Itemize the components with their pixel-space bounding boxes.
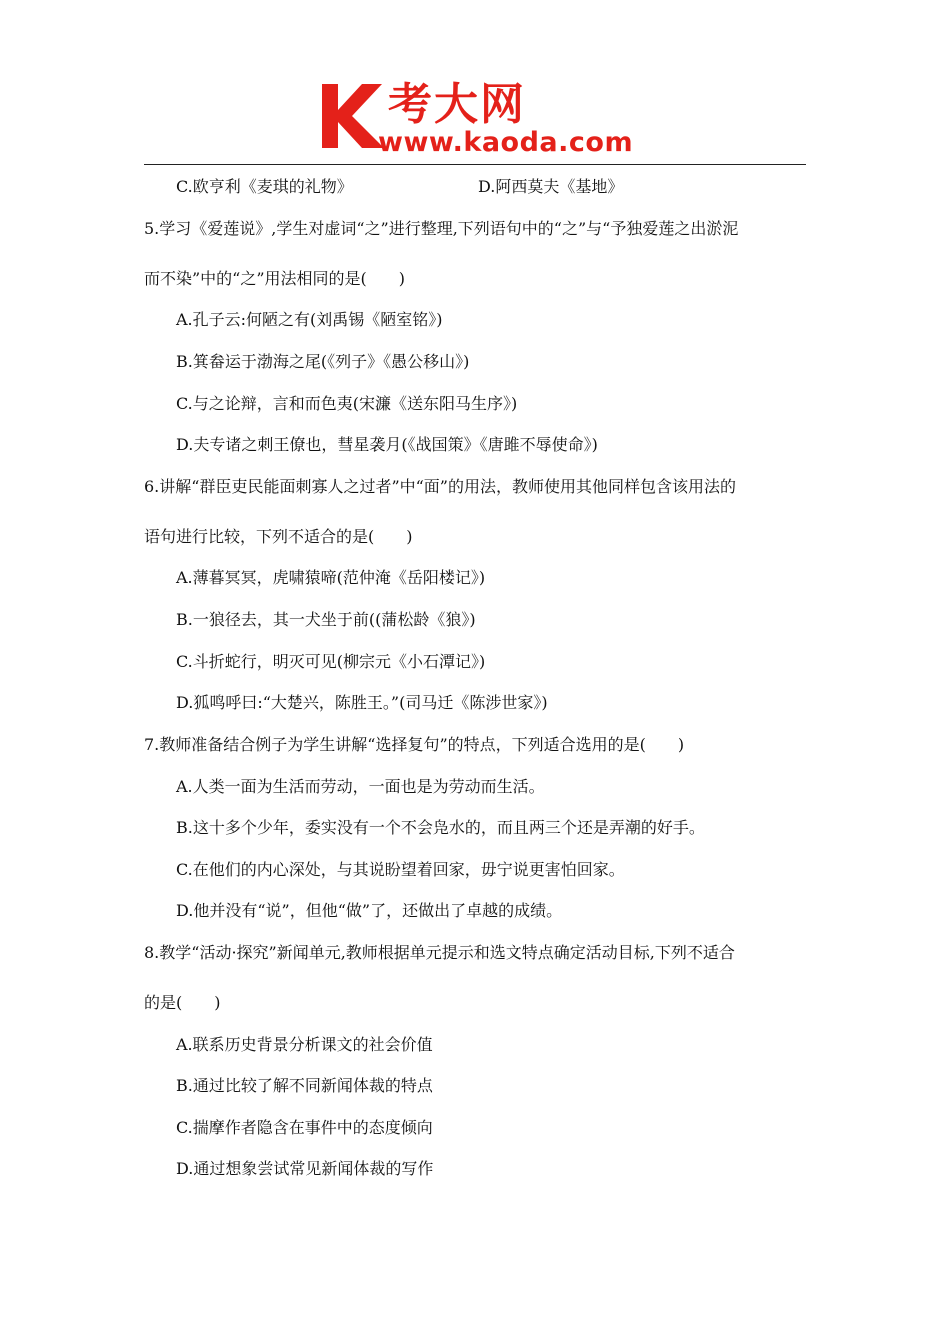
q8-stem-line1: 8.教学“活动·探究”新闻单元,教师根据单元提示和选文特点确定活动目标,下列不适合 [144,943,735,962]
q5-option-c: C.与之论辩，言和而色夷(宋濂《送东阳马生序》) [176,394,518,413]
q8-option-d: D.通过想象尝试常见新闻体裁的写作 [176,1159,434,1178]
q7-option-d: D.他并没有“说”，但他“做”了，还做出了卓越的成绩。 [176,901,563,920]
q8-option-b: B.通过比较了解不同新闻体裁的特点 [176,1076,433,1095]
q8-option-a: A.联系历史背景分析课文的社会价值 [176,1035,433,1054]
q6-option-d: D.狐鸣呼曰:“大楚兴，陈胜王。”(司马迁《陈涉世家》) [176,693,548,712]
header-divider [144,164,806,165]
q7-option-c: C.在他们的内心深处，与其说盼望着回家，毋宁说更害怕回家。 [176,860,625,879]
q6-option-a: A.薄暮冥冥，虎啸猿啼(范仲淹《岳阳楼记》) [176,568,486,587]
q7-option-a: A.人类一面为生活而劳动，一面也是为劳动而生活。 [176,777,545,796]
logo-url-text: www.kaoda.com [378,127,634,158]
kaoda-logo [318,78,648,162]
q5-stem-line1: 5.学习《爱莲说》,学生对虚词“之”进行整理,下列语句中的“之”与“予独爱莲之出淤泥 [144,219,739,238]
q5-option-b: B.箕畚运于渤海之尾(《列子》《愚公移山》) [176,352,470,371]
q6-option-b: B.一狼径去，其一犬坐于前((蒲松龄《狼》) [176,610,476,629]
q4-option-d: D.阿西莫夫《基地》 [478,177,624,196]
q5-option-d: D.夫专诸之刺王僚也，彗星袭月(《战国策》《唐雎不辱使命》) [176,435,598,454]
q7-stem: 7.教师准备结合例子为学生讲解“选择复句”的特点，下列适合选用的是( ) [144,735,685,754]
q6-option-c: C.斗折蛇行，明灭可见(柳宗元《小石潭记》) [176,652,486,671]
q5-option-a: A.孔子云:何陋之有(刘禹锡《陋室铭》) [176,310,443,329]
q6-stem-line2: 语句进行比较，下列不适合的是( ) [144,527,413,546]
q6-stem-line1: 6.讲解“群臣吏民能面刺寡人之过者”中“面”的用法，教师使用其他同样包含该用法的 [144,477,736,496]
q4-option-c: C.欧亨利《麦琪的礼物》 [176,177,353,196]
q5-stem-line2: 而不染”中的“之”用法相同的是( ) [144,269,406,288]
q8-option-c: C.揣摩作者隐含在事件中的态度倾向 [176,1118,433,1137]
q7-option-b: B.这十多个少年，委实没有一个不会凫水的，而且两三个还是弄潮的好手。 [176,818,705,837]
logo-chinese-text: 考大网 [388,79,526,130]
q8-stem-line2: 的是( ) [144,993,221,1012]
